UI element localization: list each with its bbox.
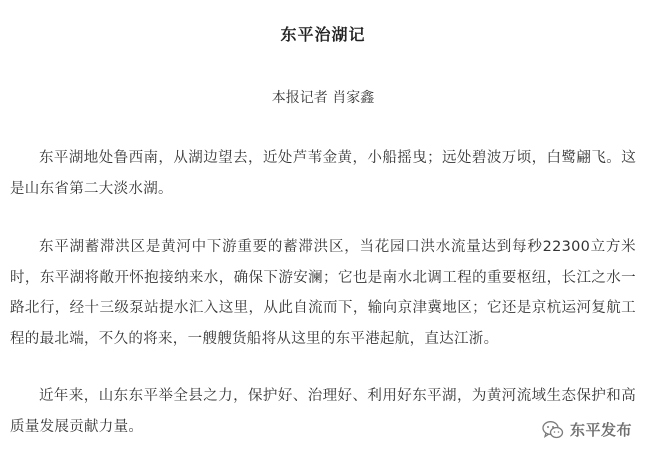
- article-paragraph: 东平湖蓄滞洪区是黄河中下游重要的蓄滞洪区，当花园口洪水流量达到每秒22300立方米时，东平湖将敞开怀抱接纳来水，确保下游安澜；它也是南水北调工程的重要枢纽，长江之水一路北行，经十三级泵站提水汇入这里，从此自流而下，输向京津冀地区；它还是京杭运河复航工程的最北端，不久的将来，一艘艘货船将从这里的东平港起航，直达江浙。: [10, 239, 636, 347]
- wechat-icon: [542, 420, 564, 440]
- article-paragraph: 近年来，山东东平举全县之力，保护好、治理好、利用好东平湖，为黄河流域生态保护和高质量发展贡献力量。: [10, 388, 636, 435]
- article-title: 东平治湖记: [280, 25, 366, 44]
- article-paragraph: 东平湖地处鲁西南，从湖边望去，近处芦苇金黄，小船摇曳；远处碧波万顷，白鹭翩飞。这是山东省第二大淡水湖。: [10, 150, 636, 197]
- watermark-text: 东平发布: [569, 421, 632, 439]
- watermark: [542, 419, 632, 440]
- article-byline: 本报记者 肖家鑫: [271, 90, 375, 106]
